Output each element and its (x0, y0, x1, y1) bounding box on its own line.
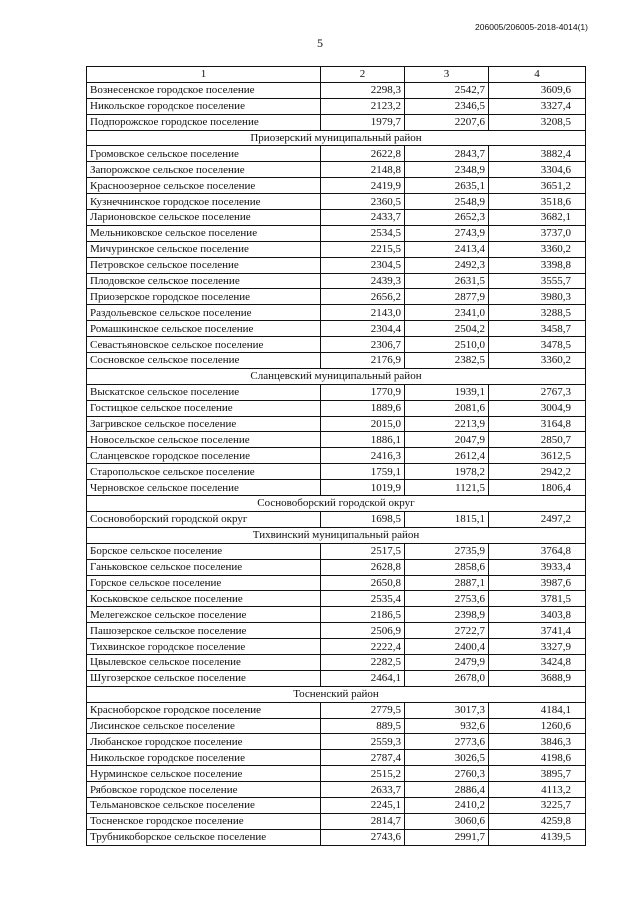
settlement-name-cell: Сосновоборский городской округ (87, 511, 321, 527)
value-cell: 2413,4 (405, 241, 489, 257)
table-row (87, 480, 586, 496)
value-cell: 3424,8 (489, 654, 586, 670)
value-cell: 2735,9 (405, 543, 489, 559)
value-cell: 932,6 (405, 718, 489, 734)
value-cell: 3764,8 (489, 543, 586, 559)
settlement-name-cell: Плодовское сельское поселение (87, 273, 321, 289)
value-cell: 2753,6 (405, 591, 489, 607)
settlement-name-cell: Трубникоборское сельское поселение (87, 829, 321, 845)
table-row (87, 178, 586, 194)
value-cell: 2382,5 (405, 353, 489, 369)
value-cell: 3933,4 (489, 559, 586, 575)
value-cell: 2877,9 (405, 289, 489, 305)
table-row (87, 384, 586, 400)
value-cell: 2143,0 (321, 305, 405, 321)
settlement-name-cell: Рябовское городское поселение (87, 782, 321, 798)
value-cell: 2282,5 (321, 654, 405, 670)
value-cell: 2858,6 (405, 559, 489, 575)
value-cell: 1019,9 (321, 480, 405, 496)
value-cell: 3895,7 (489, 766, 586, 782)
value-cell: 3781,5 (489, 591, 586, 607)
value-cell: 2843,7 (405, 146, 489, 162)
settlement-name-cell: Приозерское городское поселение (87, 289, 321, 305)
value-cell: 1698,5 (321, 511, 405, 527)
value-cell: 2410,2 (405, 797, 489, 813)
value-cell: 3882,4 (489, 146, 586, 162)
value-cell: 3980,3 (489, 289, 586, 305)
value-cell: 3846,3 (489, 734, 586, 750)
value-cell: 2510,0 (405, 337, 489, 353)
table-row (87, 82, 586, 98)
settlement-name-cell: Сосновское сельское поселение (87, 353, 321, 369)
value-cell: 3403,8 (489, 607, 586, 623)
value-cell: 889,5 (321, 718, 405, 734)
settlement-name-cell: Раздольевское сельское поселение (87, 305, 321, 321)
value-cell: 3478,5 (489, 337, 586, 353)
table-row (87, 289, 586, 305)
value-cell: 2398,9 (405, 607, 489, 623)
table-row (87, 400, 586, 416)
value-cell: 2850,7 (489, 432, 586, 448)
value-cell: 2722,7 (405, 623, 489, 639)
value-cell: 2887,1 (405, 575, 489, 591)
value-cell: 2678,0 (405, 670, 489, 686)
value-cell: 2534,5 (321, 225, 405, 241)
table-row (87, 702, 586, 718)
value-cell: 3164,8 (489, 416, 586, 432)
value-cell: 2015,0 (321, 416, 405, 432)
settlement-name-cell: Никольское городское поселение (87, 750, 321, 766)
value-cell: 3327,4 (489, 98, 586, 114)
value-cell: 2743,6 (321, 829, 405, 845)
value-cell: 3004,9 (489, 400, 586, 416)
value-cell: 2304,5 (321, 257, 405, 273)
column-number-cell: 4 (489, 67, 586, 83)
value-cell: 3555,7 (489, 273, 586, 289)
table-row (87, 98, 586, 114)
section-header-row (87, 130, 586, 146)
section-header-row (87, 368, 586, 384)
value-cell: 2622,8 (321, 146, 405, 162)
value-cell: 2779,5 (321, 702, 405, 718)
table-row (87, 591, 586, 607)
value-cell: 2991,7 (405, 829, 489, 845)
value-cell: 2631,5 (405, 273, 489, 289)
value-cell: 3741,4 (489, 623, 586, 639)
table-row (87, 797, 586, 813)
value-cell: 3304,6 (489, 162, 586, 178)
value-cell: 3682,1 (489, 210, 586, 226)
table-row (87, 305, 586, 321)
value-cell: 1770,9 (321, 384, 405, 400)
value-cell: 2787,4 (321, 750, 405, 766)
table-row (87, 782, 586, 798)
value-cell: 2548,9 (405, 194, 489, 210)
value-cell: 3458,7 (489, 321, 586, 337)
table-row (87, 448, 586, 464)
settlement-name-cell: Севастьяновское сельское поселение (87, 337, 321, 353)
table-row (87, 146, 586, 162)
value-cell: 3225,7 (489, 797, 586, 813)
value-cell: 2886,4 (405, 782, 489, 798)
settlement-name-cell: Новосельское сельское поселение (87, 432, 321, 448)
settlement-name-cell: Кузнечнинское городское поселение (87, 194, 321, 210)
value-cell: 2439,3 (321, 273, 405, 289)
settlement-name-cell: Ларионовское сельское поселение (87, 210, 321, 226)
value-cell: 2400,4 (405, 639, 489, 655)
table-row (87, 734, 586, 750)
table-row (87, 225, 586, 241)
section-title: Тихвинский муниципальный район (87, 527, 586, 543)
section-title: Приозерский муниципальный район (87, 130, 586, 146)
value-cell: 4184,1 (489, 702, 586, 718)
settlement-name-cell: Подпорожское городское поселение (87, 114, 321, 130)
value-cell: 2492,3 (405, 257, 489, 273)
value-cell: 2504,2 (405, 321, 489, 337)
value-cell: 2306,7 (321, 337, 405, 353)
settlement-name-cell: Сланцевское городское поселение (87, 448, 321, 464)
value-cell: 3398,8 (489, 257, 586, 273)
value-cell: 2479,9 (405, 654, 489, 670)
table-row (87, 607, 586, 623)
document-id: 206005/206005-2018-4014(1) (475, 22, 588, 32)
settlement-name-cell: Черновское сельское поселение (87, 480, 321, 496)
table-row (87, 511, 586, 527)
value-cell: 3987,6 (489, 575, 586, 591)
value-cell: 2346,5 (405, 98, 489, 114)
settlement-name-cell: Вознесенское городское поселение (87, 82, 321, 98)
value-cell: 2215,5 (321, 241, 405, 257)
settlement-name-cell: Загривское сельское поселение (87, 416, 321, 432)
column-number-row (87, 67, 586, 83)
value-cell: 1886,1 (321, 432, 405, 448)
table-row (87, 464, 586, 480)
value-cell: 2123,2 (321, 98, 405, 114)
table-row (87, 575, 586, 591)
value-cell: 1889,6 (321, 400, 405, 416)
value-cell: 1121,5 (405, 480, 489, 496)
table-row (87, 750, 586, 766)
settlement-name-cell: Шугозерское сельское поселение (87, 670, 321, 686)
table-row (87, 623, 586, 639)
value-cell: 3017,3 (405, 702, 489, 718)
page-number: 5 (317, 36, 323, 50)
section-header-row (87, 527, 586, 543)
section-title: Тосненский район (87, 686, 586, 702)
settlement-name-cell: Пашозерское сельское поселение (87, 623, 321, 639)
settlement-name-cell: Запорожское сельское поселение (87, 162, 321, 178)
table-row (87, 194, 586, 210)
value-cell: 2497,2 (489, 511, 586, 527)
value-cell: 3327,9 (489, 639, 586, 655)
section-title: Сосновоборский городской округ (87, 496, 586, 512)
table-row (87, 432, 586, 448)
section-title: Сланцевский муниципальный район (87, 368, 586, 384)
column-number-cell: 2 (321, 67, 405, 83)
table-row (87, 718, 586, 734)
value-cell: 2628,8 (321, 559, 405, 575)
value-cell: 2186,5 (321, 607, 405, 623)
settlement-name-cell: Тосненское городское поселение (87, 813, 321, 829)
value-cell: 2517,5 (321, 543, 405, 559)
column-number-cell: 3 (405, 67, 489, 83)
value-cell: 3737,0 (489, 225, 586, 241)
value-cell: 2298,3 (321, 82, 405, 98)
value-cell: 3688,9 (489, 670, 586, 686)
settlement-name-cell: Нурминское сельское поселение (87, 766, 321, 782)
settlement-name-cell: Громовское сельское поселение (87, 146, 321, 162)
table-row (87, 162, 586, 178)
settlement-name-cell: Мельниковское сельское поселение (87, 225, 321, 241)
table-row (87, 639, 586, 655)
value-cell: 2773,6 (405, 734, 489, 750)
value-cell: 3518,6 (489, 194, 586, 210)
value-cell: 2047,9 (405, 432, 489, 448)
value-cell: 4259,8 (489, 813, 586, 829)
value-cell: 3360,2 (489, 241, 586, 257)
settlement-name-cell: Горское сельское поселение (87, 575, 321, 591)
value-cell: 2652,3 (405, 210, 489, 226)
value-cell: 2515,2 (321, 766, 405, 782)
settlement-name-cell: Выскатское сельское поселение (87, 384, 321, 400)
value-cell: 2814,7 (321, 813, 405, 829)
value-cell: 2176,9 (321, 353, 405, 369)
settlement-name-cell: Любанское городское поселение (87, 734, 321, 750)
value-cell: 2743,9 (405, 225, 489, 241)
value-cell: 1815,1 (405, 511, 489, 527)
value-cell: 3026,5 (405, 750, 489, 766)
value-cell: 2612,4 (405, 448, 489, 464)
value-cell: 3609,6 (489, 82, 586, 98)
settlement-name-cell: Гостицкое сельское поселение (87, 400, 321, 416)
value-cell: 2207,6 (405, 114, 489, 130)
value-cell: 2656,2 (321, 289, 405, 305)
table-row (87, 654, 586, 670)
settlement-name-cell: Старопольское сельское поселение (87, 464, 321, 480)
table-row (87, 829, 586, 845)
value-cell: 3360,2 (489, 353, 586, 369)
settlement-name-cell: Цвылевское сельское поселение (87, 654, 321, 670)
value-cell: 2433,7 (321, 210, 405, 226)
settlement-name-cell: Красноозерное сельское поселение (87, 178, 321, 194)
settlement-name-cell: Коськовское сельское поселение (87, 591, 321, 607)
value-cell: 2416,3 (321, 448, 405, 464)
value-cell: 1759,1 (321, 464, 405, 480)
table-row (87, 543, 586, 559)
settlement-name-cell: Ганьковское сельское поселение (87, 559, 321, 575)
table-row (87, 114, 586, 130)
value-cell: 2341,0 (405, 305, 489, 321)
table-row (87, 766, 586, 782)
value-cell: 4198,6 (489, 750, 586, 766)
value-cell: 4139,5 (489, 829, 586, 845)
value-cell: 4113,2 (489, 782, 586, 798)
value-cell: 3612,5 (489, 448, 586, 464)
table-row (87, 337, 586, 353)
value-cell: 2360,5 (321, 194, 405, 210)
value-cell: 2464,1 (321, 670, 405, 686)
value-cell: 3288,5 (489, 305, 586, 321)
value-cell: 2535,4 (321, 591, 405, 607)
table-row (87, 273, 586, 289)
value-cell: 2542,7 (405, 82, 489, 98)
column-number-cell: 1 (87, 67, 321, 83)
table-row (87, 257, 586, 273)
value-cell: 1806,4 (489, 480, 586, 496)
table-row (87, 321, 586, 337)
value-cell: 2419,9 (321, 178, 405, 194)
settlement-name-cell: Тельмановское сельское поселение (87, 797, 321, 813)
value-cell: 2348,9 (405, 162, 489, 178)
value-cell: 2222,4 (321, 639, 405, 655)
value-cell: 1979,7 (321, 114, 405, 130)
settlement-name-cell: Тихвинское городское поселение (87, 639, 321, 655)
table-row (87, 416, 586, 432)
value-cell: 2942,2 (489, 464, 586, 480)
value-cell: 3060,6 (405, 813, 489, 829)
settlement-name-cell: Никольское городское поселение (87, 98, 321, 114)
table-row (87, 353, 586, 369)
value-cell: 2148,8 (321, 162, 405, 178)
value-cell: 2760,3 (405, 766, 489, 782)
settlement-name-cell: Ромашкинское сельское поселение (87, 321, 321, 337)
value-cell: 2635,1 (405, 178, 489, 194)
table-row (87, 813, 586, 829)
settlement-name-cell: Красноборское городское поселение (87, 702, 321, 718)
value-cell: 1260,6 (489, 718, 586, 734)
value-cell: 2767,3 (489, 384, 586, 400)
value-cell: 2304,4 (321, 321, 405, 337)
section-header-row (87, 496, 586, 512)
value-cell: 2213,9 (405, 416, 489, 432)
value-cell: 2245,1 (321, 797, 405, 813)
settlement-name-cell: Мичуринское сельское поселение (87, 241, 321, 257)
value-cell: 3208,5 (489, 114, 586, 130)
settlement-name-cell: Петровское сельское поселение (87, 257, 321, 273)
settlement-name-cell: Мелегежское сельское поселение (87, 607, 321, 623)
value-cell: 2650,8 (321, 575, 405, 591)
table-row (87, 670, 586, 686)
table-row (87, 559, 586, 575)
settlement-name-cell: Борское сельское поселение (87, 543, 321, 559)
table-row (87, 210, 586, 226)
value-cell: 1939,1 (405, 384, 489, 400)
value-cell: 2559,3 (321, 734, 405, 750)
value-cell: 3651,2 (489, 178, 586, 194)
value-cell: 1978,2 (405, 464, 489, 480)
value-cell: 2506,9 (321, 623, 405, 639)
settlement-name-cell: Лисинское сельское поселение (87, 718, 321, 734)
data-table (86, 66, 586, 846)
value-cell: 2081,6 (405, 400, 489, 416)
table-row (87, 241, 586, 257)
section-header-row (87, 686, 586, 702)
value-cell: 2633,7 (321, 782, 405, 798)
